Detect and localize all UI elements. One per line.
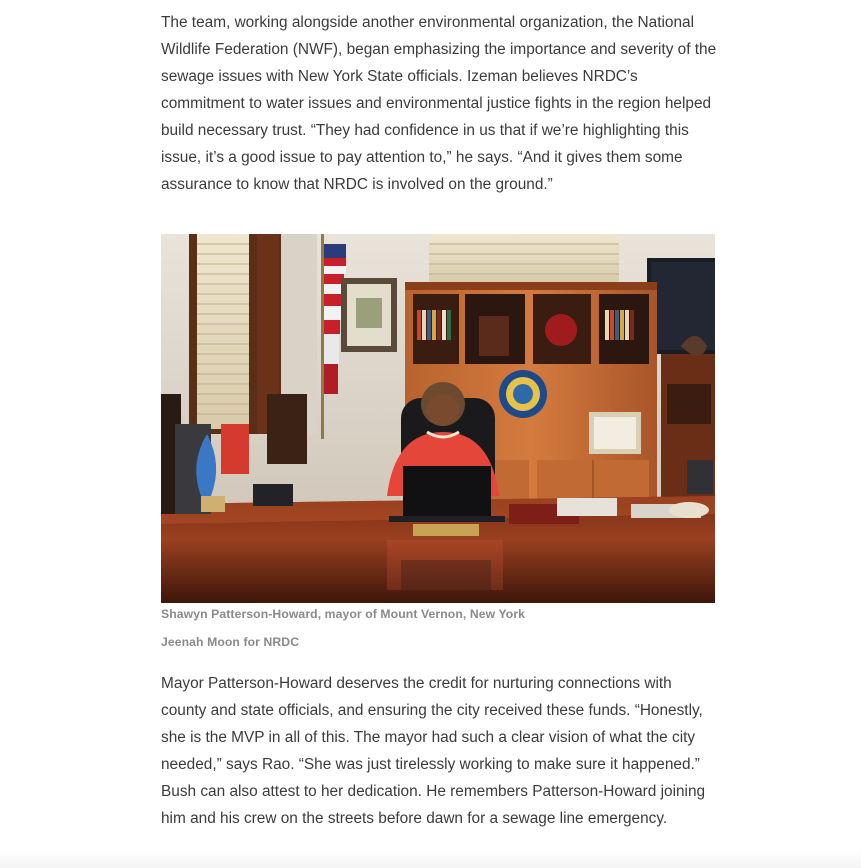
article-paragraph: The team, working alongside another environmental organization, the National Wildlife Federation (NWF), began emphasizing the importance and severity of the sewage issues with New York State officials. Izeman believes NRDC’s commitment to water issues and environmental justice fights in the region helped build necessary trust. “They had confidence in us that if we’re highlighting this issue, it’s a good issue to pay attention to,” he says. “And it gives them some assurance to know that NRDC is involved on the ground.” bbox=[161, 14, 717, 193]
article-paragraph: Mayor Patterson-Howard deserves the credit for nurturing connections with county and state officials, and ensuring the city received these funds. “Honestly, she is the MVP in all of this. The mayor had such a clear vision of what the city needed,” says Rao. “She was just tirelessly working to make sure it happened.” Bush can also attest to her dedication. He remembers Patterson-Howard joining him and his crew on the streets before dawn for a sewage line emergency. bbox=[161, 675, 706, 827]
page-bottom-edge bbox=[0, 850, 861, 868]
photo-credit: Jeenah Moon for NRDC bbox=[161, 635, 300, 649]
photo-caption: Shawyn Patterson-Howard, mayor of Mount Vernon, New York bbox=[161, 607, 526, 621]
article-photo bbox=[161, 234, 715, 603]
office-photo-illustration bbox=[161, 234, 715, 603]
